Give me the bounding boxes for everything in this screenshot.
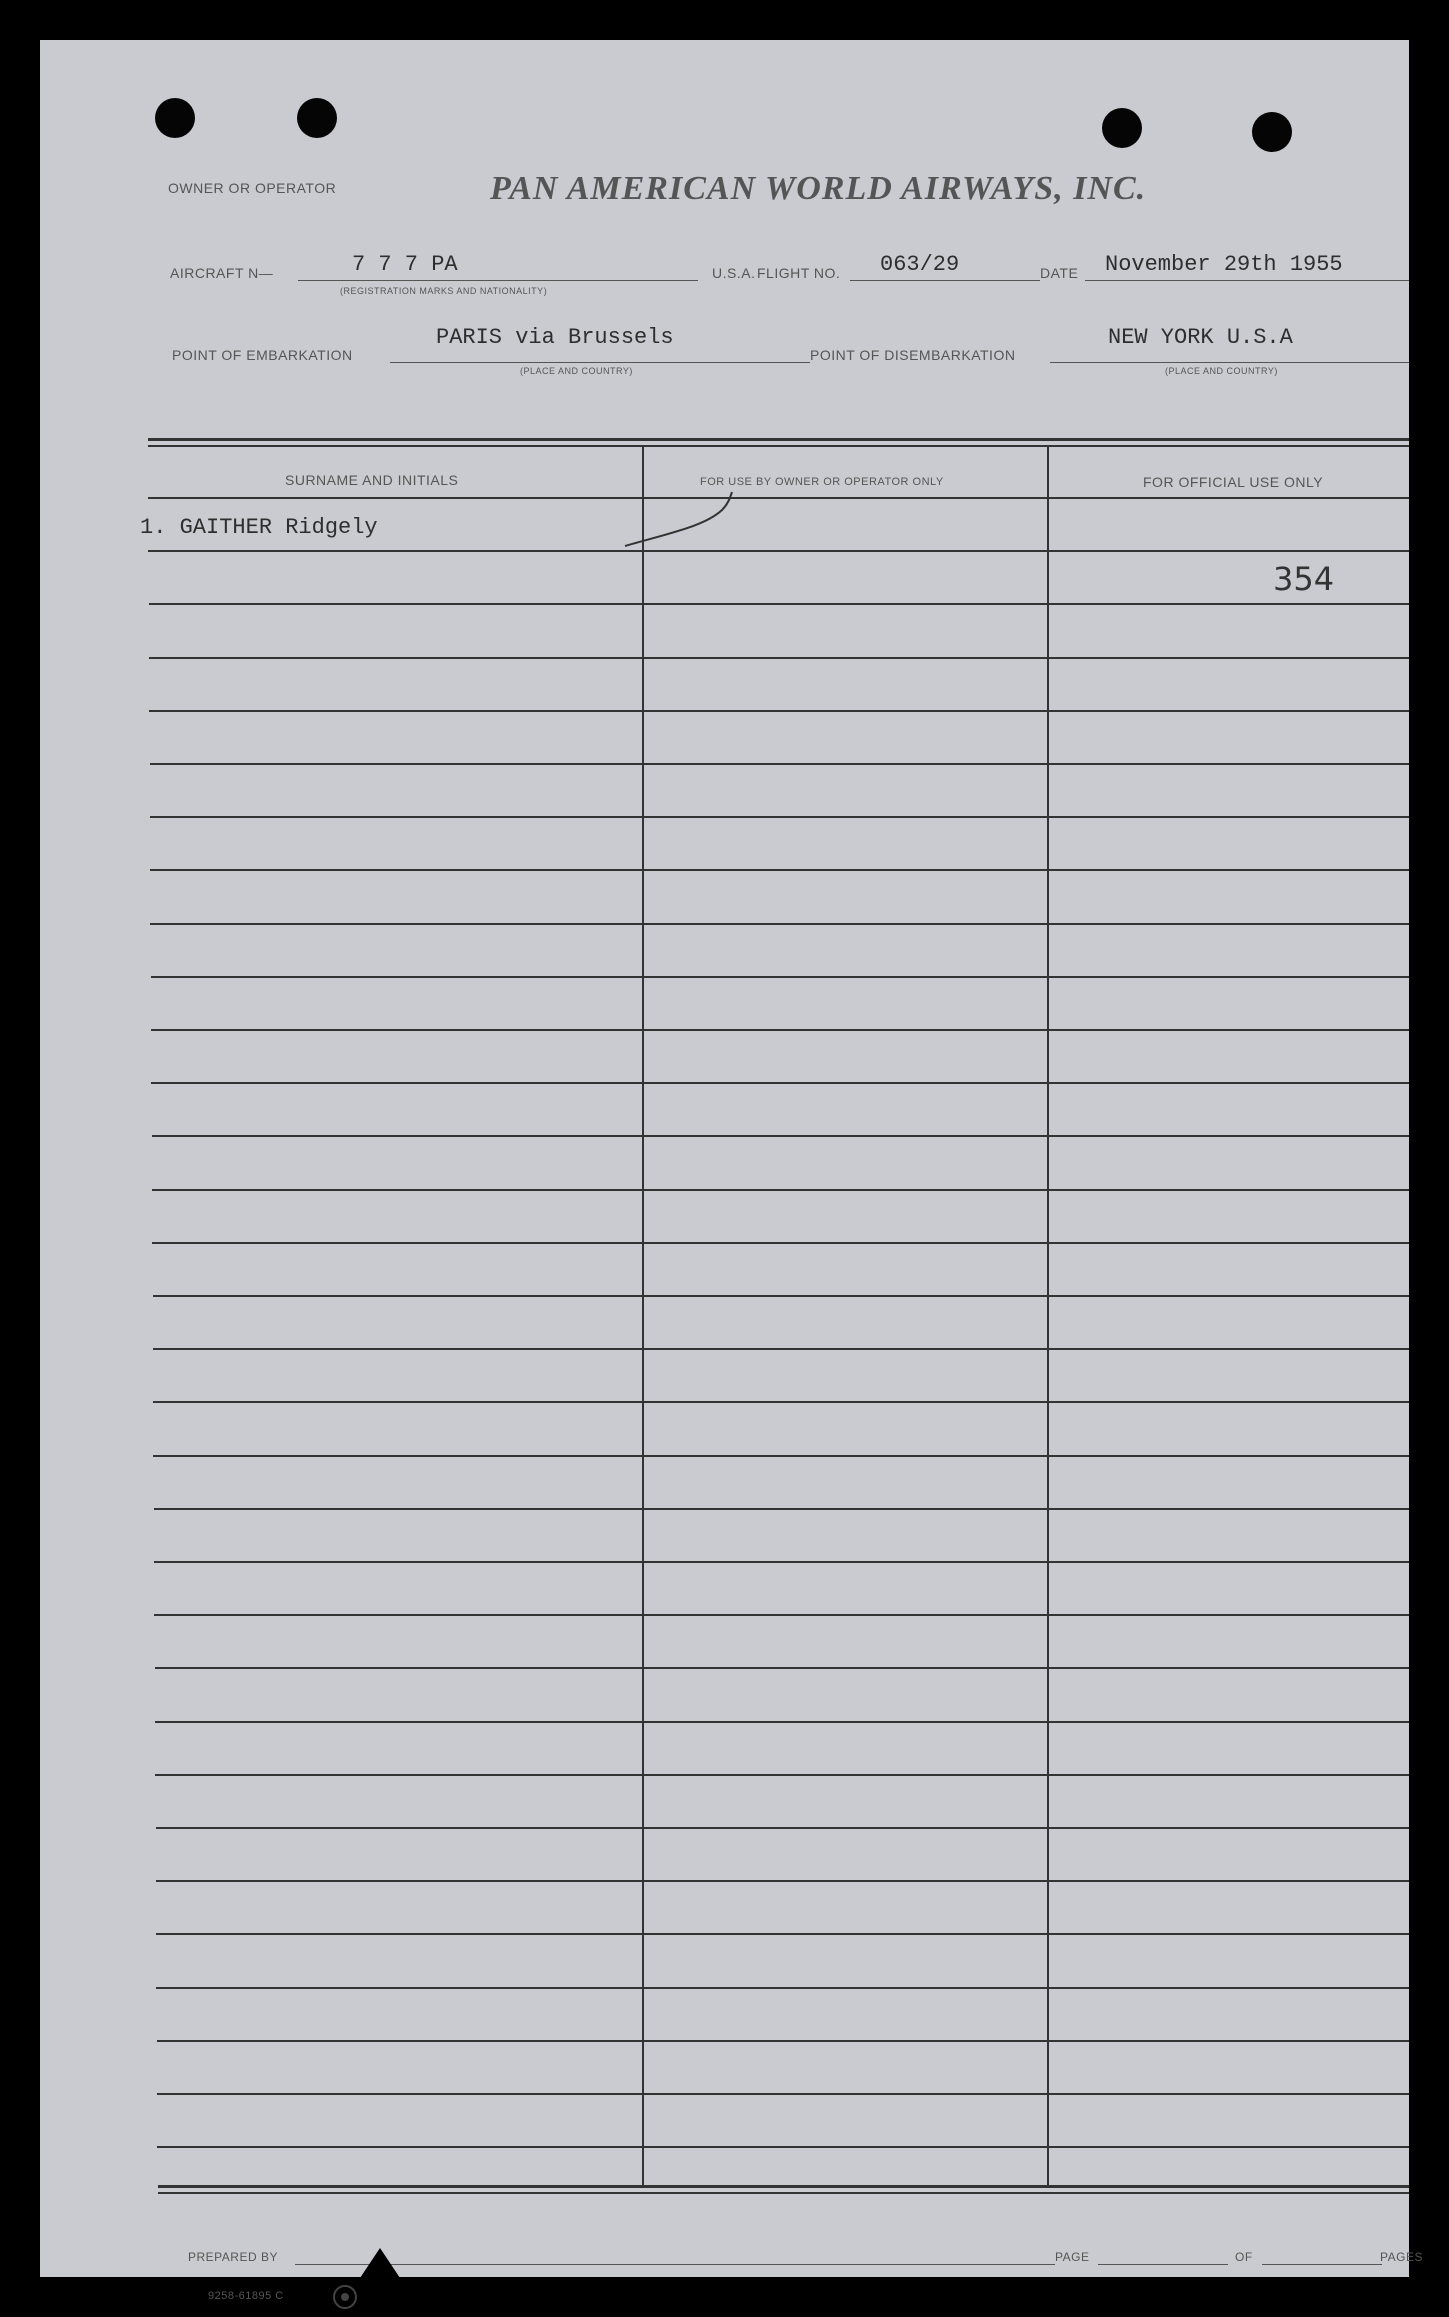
disembarkation-label: POINT OF DISEMBARKATION	[810, 347, 1016, 363]
table-row	[149, 603, 1409, 605]
table-row	[156, 1933, 1409, 1935]
column-divider	[1047, 445, 1049, 2187]
table-bottom-rule	[158, 2185, 1409, 2188]
flight-value: 063/29	[880, 252, 960, 277]
table-row	[152, 1135, 1409, 1137]
table-row	[151, 976, 1409, 978]
aircraft-underline	[298, 280, 698, 281]
table-row	[148, 497, 1409, 499]
page-line	[1098, 2264, 1228, 2265]
table-row	[157, 2040, 1409, 2042]
prepared-by-label: PREPARED BY	[188, 2250, 278, 2264]
disembarkation-value: NEW YORK U.S.A	[1108, 325, 1293, 350]
pages-label: PAGES	[1380, 2250, 1423, 2264]
punch-hole	[297, 98, 337, 138]
punch-hole	[1252, 112, 1292, 152]
table-row	[156, 1880, 1409, 1882]
usa-label: U.S.A.	[712, 265, 756, 281]
date-underline	[1085, 280, 1409, 281]
table-row	[151, 1082, 1409, 1084]
manifest-sheet	[40, 40, 1423, 2302]
official-number: 354	[1273, 560, 1335, 598]
table-row	[152, 1242, 1409, 1244]
page-label: PAGE	[1055, 2250, 1090, 2264]
table-row	[151, 1029, 1409, 1031]
table-row	[153, 1295, 1409, 1297]
corner-notch	[360, 2248, 400, 2278]
disembarkation-underline	[1050, 362, 1409, 363]
table-row	[157, 2146, 1409, 2148]
of-line	[1262, 2264, 1382, 2265]
column-header-owner-use: FOR USE BY OWNER OR OPERATOR ONLY	[700, 476, 944, 488]
table-row	[153, 1455, 1409, 1457]
aircraft-label: AIRCRAFT N—	[170, 265, 274, 281]
table-row	[154, 1561, 1409, 1563]
table-row	[155, 1721, 1409, 1723]
date-value: November 29th 1955	[1105, 252, 1343, 277]
disembarkation-hint: (PLACE AND COUNTRY)	[1165, 366, 1278, 376]
table-row	[152, 1189, 1409, 1191]
owner-name: PAN AMERICAN WORLD AIRWAYS, INC.	[490, 170, 1147, 207]
check-mark	[620, 488, 760, 558]
owner-label: OWNER OR OPERATOR	[168, 180, 337, 196]
table-row	[149, 657, 1409, 659]
union-label-icon	[330, 2282, 360, 2312]
table-row	[154, 1614, 1409, 1616]
registration-hint: (REGISTRATION MARKS AND NATIONALITY)	[340, 286, 548, 296]
punch-hole	[1102, 108, 1142, 148]
punch-hole	[155, 98, 195, 138]
table-row	[154, 1508, 1409, 1510]
form-number: 9258-61895 C	[208, 2290, 284, 2302]
prepared-by-line	[295, 2264, 1055, 2265]
table-row	[150, 869, 1409, 871]
embarkation-value: PARIS via Brussels	[436, 325, 674, 350]
date-label: DATE	[1040, 265, 1079, 281]
table-bottom-rule	[158, 2192, 1409, 2194]
table-row	[153, 1401, 1409, 1403]
embarkation-underline	[390, 362, 810, 363]
passenger-name: 1. GAITHER Ridgely	[140, 515, 378, 540]
column-header-surname: SURNAME AND INITIALS	[285, 472, 459, 488]
embarkation-label: POINT OF EMBARKATION	[172, 347, 353, 363]
table-row	[157, 2093, 1409, 2095]
of-label: OF	[1235, 2250, 1253, 2264]
table-row	[156, 1987, 1409, 1989]
table-row	[156, 1827, 1409, 1829]
table-row	[150, 763, 1409, 765]
table-row	[155, 1667, 1409, 1669]
table-top-rule	[148, 438, 1409, 441]
flight-underline	[850, 280, 1040, 281]
flight-label: FLIGHT NO.	[757, 265, 841, 281]
column-header-official-use: FOR OFFICIAL USE ONLY	[1143, 474, 1324, 490]
table-row	[149, 710, 1409, 712]
table-row	[150, 923, 1409, 925]
table-row	[150, 816, 1409, 818]
table-row	[153, 1348, 1409, 1350]
table-top-rule	[148, 445, 1409, 447]
embarkation-hint: (PLACE AND COUNTRY)	[520, 366, 633, 376]
aircraft-value: 7 7 7 PA	[352, 252, 458, 277]
table-row	[148, 550, 1409, 552]
table-row	[155, 1774, 1409, 1776]
column-divider	[642, 445, 644, 2187]
